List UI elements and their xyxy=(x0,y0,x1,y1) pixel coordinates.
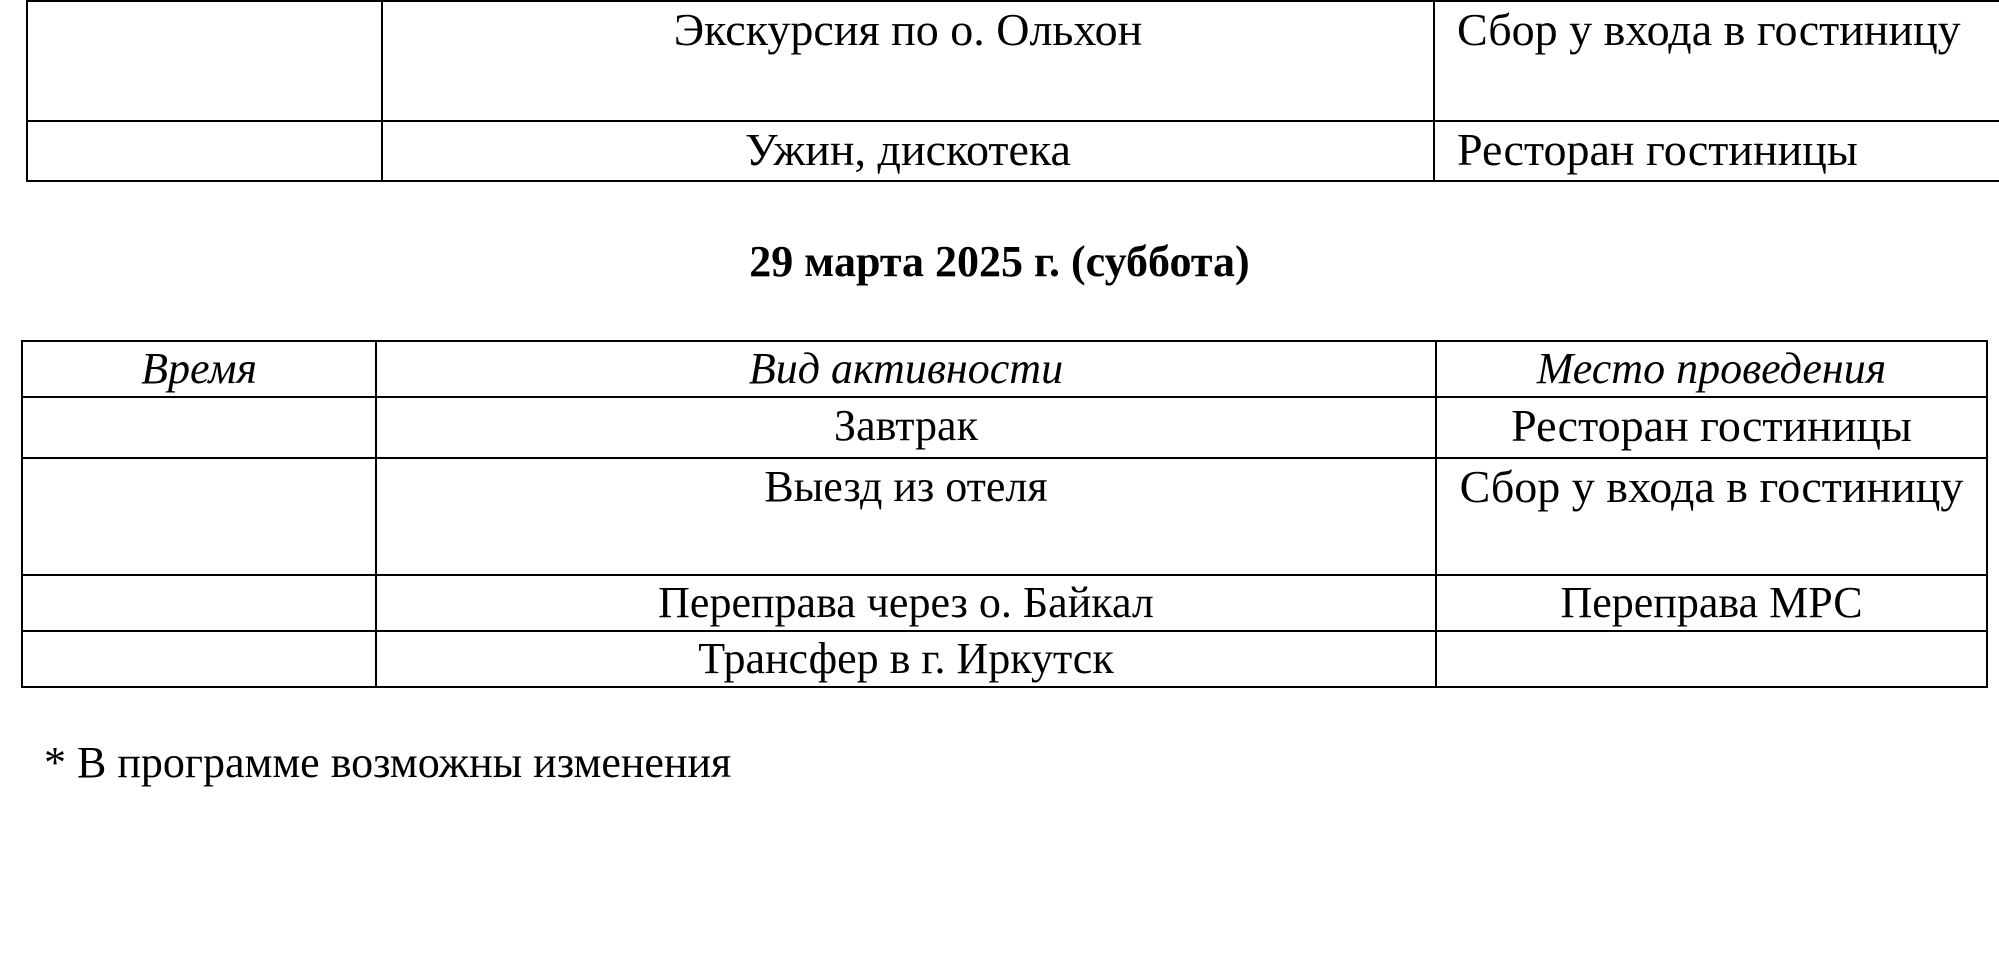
table-header-row xyxy=(22,341,1987,397)
time-cell xyxy=(22,397,376,458)
header-place: Место проведения xyxy=(1436,341,1987,397)
place-cell: Переправа МРС xyxy=(1436,575,1987,631)
table-row xyxy=(22,575,1987,631)
table-row xyxy=(27,1,1999,121)
header-activity: Вид активности xyxy=(376,341,1436,397)
day-heading: 29 марта 2025 г. (суббота) xyxy=(749,237,1250,286)
schedule-table-previous-day xyxy=(26,0,1999,182)
place-cell: Сбор у входа в гостиницу xyxy=(1434,1,1999,121)
place-cell: Ресторан гостиницы xyxy=(1436,397,1987,458)
place-cell: Ресторан гостиницы xyxy=(1434,121,1999,181)
table-row xyxy=(27,121,1999,181)
table-row xyxy=(22,631,1987,687)
header-time: Время xyxy=(22,341,376,397)
time-cell xyxy=(27,1,382,121)
activity-cell: Переправа через о. Байкал xyxy=(376,575,1436,631)
activity-cell: Завтрак xyxy=(376,397,1436,458)
place-cell xyxy=(1436,631,1987,687)
activity-cell: Выезд из отеля xyxy=(376,458,1436,575)
time-cell xyxy=(22,631,376,687)
time-cell xyxy=(22,575,376,631)
place-cell: Сбор у входа в гостиницу xyxy=(1436,458,1987,575)
activity-cell: Экскурсия по о. Ольхон xyxy=(382,1,1434,121)
time-cell xyxy=(27,121,382,181)
activity-cell: Трансфер в г. Иркутск xyxy=(376,631,1436,687)
footnote: * В программе возможны изменения xyxy=(44,738,732,787)
activity-cell: Ужин, дискотека xyxy=(382,121,1434,181)
table-row xyxy=(22,397,1987,458)
table-row xyxy=(22,458,1987,575)
schedule-table-march-29 xyxy=(21,340,1988,688)
time-cell xyxy=(22,458,376,575)
